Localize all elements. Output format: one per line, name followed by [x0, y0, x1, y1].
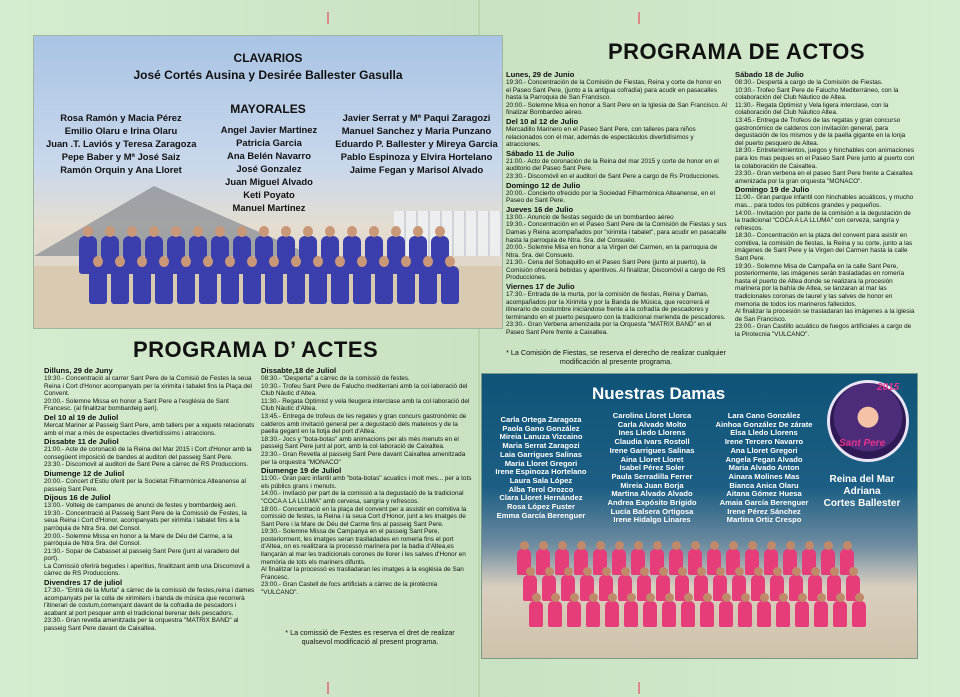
person-figure: [441, 266, 459, 304]
program-entry: 21:00.- Acte de coronació de la Reina del Mar 2015 i Cort d'Honor amb la consegüent imposició de bandes al auditori del passeig Sant Pere.: [44, 446, 252, 461]
girl-head: [545, 567, 554, 576]
person-figure: [265, 266, 283, 304]
girl-head: [551, 593, 560, 602]
program-entry: 23:30.- Gran verbena en el paseo Sant Pere frente a Caixaltea amenizada por la gran orquesta "MONACO".: [735, 170, 913, 185]
girl-figure: [738, 601, 752, 627]
girl-figure: [814, 601, 828, 627]
girl-figure: [548, 601, 562, 627]
girl-head: [710, 541, 719, 550]
damas-col2: [595, 412, 709, 525]
dama-name: Aitana Gómez Huesa: [726, 489, 802, 499]
person-figure: [353, 266, 371, 304]
program-entry: 11:00.- Gran parque infantil con hinchables acuáticos, y mucho mas... para todos los públicos grandes y pequeños.: [735, 194, 914, 209]
girl-head: [672, 541, 681, 550]
person-head: [237, 226, 247, 237]
girl-figure: [776, 601, 790, 627]
dama-name: Ainara Molines Mas: [728, 471, 800, 481]
person-head: [225, 256, 235, 267]
person-head: [181, 256, 191, 267]
programa-actos-heading: PROGRAMA DE ACTOS: [608, 39, 866, 64]
fold-mark: [327, 682, 329, 694]
girl-figure: [852, 601, 866, 627]
program-day: Jueves 16 de Julio: [506, 204, 574, 214]
fold-mark: [638, 682, 640, 694]
person-figure: [419, 266, 437, 304]
program-entry: 19:30.- Concentración en el Paseo Sant Pere de la Comisión de Fiestas y sus Damas y Reina acompañados por "xirimita i tabalet", para acudir en pasacalle hasta la parroquia de Ntra. Sra. del Consuelo.: [506, 221, 727, 244]
dama-name: Irene Hidalgo Linares: [613, 515, 691, 525]
girl-head: [760, 593, 769, 602]
dama-name: Alba Terol Orozco: [508, 484, 574, 494]
mayoral-name: Ramón Orquin y Ana Lloret: [60, 164, 182, 175]
girl-head: [773, 567, 782, 576]
program-day: Sábado 11 de Julio: [506, 148, 575, 158]
fold-mark: [327, 12, 329, 24]
girl-head: [684, 593, 693, 602]
girl-figure: [681, 601, 695, 627]
girl-head: [665, 593, 674, 602]
girl-head: [805, 541, 814, 550]
program-entry: 13:45.- Entrega de Trofeos de las regatas y gran concurso gastronómico de calderos con invitación general, para degustación de los mismos y de la paella gigante en la lonja del puerto pesquero de Altea.: [735, 116, 906, 147]
dama-name: Ainhoa González De zárate: [715, 419, 813, 429]
person-figure: [243, 266, 261, 304]
girl-head: [741, 593, 750, 602]
program-entry: 10:30.- Trofeu Sant Pere de Falucho mediterrani amb la col·laboració del Club Nàutic d'Altea.: [261, 382, 468, 398]
girl-figure: [529, 601, 543, 627]
person-figure: [331, 266, 349, 304]
mayoral-name: Jaime Fegan y Marisol Alvado: [349, 164, 484, 175]
damas-col3: [707, 412, 821, 525]
program-entry: Al finalizar la procesión se trasladaran las imágenes a la iglesia de San Francisco.: [735, 308, 915, 323]
dama-name: Carla Alvado Molto: [617, 419, 687, 429]
person-head: [313, 256, 323, 267]
dama-name: Lucía Balsera Ortigosa: [610, 506, 694, 516]
person-figure: [155, 266, 173, 304]
note-valencia: * La comissió de Festes es reserva el dret de realizar qualsevol modificació al present programa.: [285, 628, 455, 646]
dama-name: Maria Serrat Zaragozi: [502, 441, 580, 451]
program-entry: 08:30.- Despertá a cargo de la Comisión de Fiestas.: [735, 79, 883, 86]
mayorales-right: [334, 111, 499, 176]
reina-line: Reina del Mar: [829, 474, 895, 485]
program-entry: 23:30.- Gran Verbena amenizada por la Orquesta "MATRIX BAND" en el Paseo Sant Pere frente a Caixaltea.: [506, 321, 712, 337]
person-head: [357, 256, 367, 267]
program-entry: 19:30.- Concentració al Passeig Sant Pere de la Comissió de Festes, la seua Reina i Cort d'Honor, acompanyats per xirimita i tabalet fins a la parròquia de Ntra Sra. del Consol.: [44, 509, 247, 532]
person-head: [423, 256, 433, 267]
person-head: [203, 256, 213, 267]
person-figure: [375, 266, 393, 304]
girl-head: [691, 541, 700, 550]
person-head: [269, 256, 279, 267]
person-figure: [309, 266, 327, 304]
dama-name: Irene Tercero Navarro: [724, 437, 804, 447]
program-entry: 18:30.- Jocs y "bota-botas" amb animacions per als més menuts en el passeig Sant Pere junt al port, amb la col·laboració de Caixaltea.: [261, 435, 459, 451]
person-figure: [397, 266, 415, 304]
badge-label: Sant Pere: [839, 438, 886, 449]
programa-castellano-col1: [506, 70, 728, 337]
person-head: [303, 226, 313, 237]
girl-head: [748, 541, 757, 550]
girl-head: [843, 541, 852, 550]
person-figure: [287, 266, 305, 304]
person-head: [281, 226, 291, 237]
program-entry: 19:30.- Concentración de la Comisión de Fiestas, Reina y corte de honor en el Paseo Sant Pere, (junto a la antigua cofradía) para acudir en pasacalles hasta la Parroquia de San Francisco.: [506, 79, 722, 102]
girl-head: [653, 541, 662, 550]
person-head: [347, 226, 357, 237]
program-entry: 23:30.- Gran Revetla al passeig Sant Pere davant Caixaltea amenitzada per la orquestra "MONACO": [261, 450, 466, 466]
person-head: [325, 226, 335, 237]
mayoral-name: Manuel Sanchez y Maria Punzano: [341, 125, 492, 136]
person-figure: [221, 266, 239, 304]
program-entry: 11:00.- Gran parc infantil amb "bota-botas" acuatics i molt mes... per a tots els públics grans i menuts.: [261, 475, 472, 490]
reina-line: Adriana: [843, 486, 881, 497]
dama-name: Irene Pérez Sánchez: [727, 506, 801, 516]
dama-name: Lara Cano González: [727, 411, 801, 420]
girl-figure: [586, 601, 600, 627]
mayoral-name: Angel Javier Martinez: [220, 124, 318, 135]
person-head: [401, 256, 411, 267]
girl-head: [703, 593, 712, 602]
mayorales-center: [219, 123, 319, 214]
program-day: Domingo 12 de Julio: [506, 180, 581, 190]
reina-line: Cortes Ballester: [823, 498, 901, 509]
person-head: [105, 226, 115, 237]
girl-figure: [719, 601, 733, 627]
person-head: [171, 226, 181, 237]
program-entry: 20:00.- Concierto ofrecido por la Sociedad Filharmónica Alteanense, en el Paseo de Sant Pere.: [506, 189, 715, 205]
dama-name: Angela Fegan Alvado: [725, 454, 803, 464]
program-entry: 13:45.- Entrega de trofeus de les regates y gran concurs gastronòmic de calderos amb invitació general per a degustació dels mateixos y de la paella gegant en la llotja del port d'Altea.: [261, 412, 467, 436]
mayoral-name: Eduardo P. Ballester y Mireya Garcia: [335, 138, 498, 149]
program-entry: 21:00.- Acto de coronación de la Reina del mar 2015 y corte de honor en el auditorio del Paseo Sant Pere.: [506, 157, 719, 173]
girl-figure: [700, 601, 714, 627]
dama-name: Mireia Lanuza Vizcaino: [499, 432, 583, 442]
dama-name: Martina Alvado Alvado: [611, 489, 693, 499]
program-day: Viernes 17 de Julio: [506, 282, 575, 292]
person-figure: [133, 266, 151, 304]
mayoral-name: Juan Miguel Alvado: [225, 176, 313, 187]
mayoral-name: Manuel Martinez: [232, 202, 306, 213]
girl-figure: [624, 601, 638, 627]
girl-head: [589, 593, 598, 602]
program-day: Del 10 al 12 de Julio: [506, 116, 579, 126]
commission-photo: [33, 35, 503, 329]
girl-head: [779, 593, 788, 602]
damas-title: Nuestras Damas: [592, 384, 726, 403]
girl-head: [621, 567, 630, 576]
girl-head: [716, 567, 725, 576]
girl-head: [640, 567, 649, 576]
program-entry: 20:00.- Solemne Missa en honor a la Mare de Déu del Carme, a la parròquia de Ntra Sra. del Consol.: [44, 532, 233, 548]
girl-head: [646, 593, 655, 602]
person-head: [259, 226, 269, 237]
program-entry: Mercadillo Marinero en el Paseo Sant Pere, con talleres para niños relacionados con el mar, además de espectáculos divertidísimos y atracciones.: [506, 125, 696, 149]
program-entry: 17:30.- Entrada de la murta, por la comisión de fiestas, Reina y Damas, acompañados por la Xirimita y por la Banda de Música, que recorrerá el itinerario de costumbre iniciándose frente a la cofradía de pescadores y terminando en el puerto pesquero con la tradicional merienda de pescadores.: [506, 291, 726, 321]
person-head: [445, 256, 455, 267]
dama-name: Maria Lloret Gregori: [504, 458, 578, 468]
program-day: Diumenge 19 de Juliol: [261, 466, 342, 476]
girl-head: [602, 567, 611, 576]
dama-name: Ana Lloret Gregori: [730, 445, 798, 455]
dama-name: Amaia García Berenguer: [719, 498, 809, 508]
person-head: [247, 256, 257, 267]
person-head: [369, 226, 379, 237]
person-figure: [177, 266, 195, 304]
mayorales-heading: MAYORALES: [230, 102, 306, 116]
program-entry: 13:00.- Volteig de campanes de anunci de festes y bombardeig aeri.: [44, 502, 237, 510]
girl-head: [596, 541, 605, 550]
program-entry: 14:00.- Invitació per part de la comissió a la degustació de la tradicional "COCA A LA LLUMA" amb cervesa, sangria y refrescos.: [261, 490, 464, 505]
program-day: Divendres 17 de juliol: [44, 578, 123, 588]
person-figure: [89, 266, 107, 304]
girl-head: [767, 541, 776, 550]
dama-name: Irene Espinoza Hortelano: [495, 467, 587, 477]
dama-name: Aina Lloret Lloret: [620, 454, 684, 464]
program-entry: 20:00.- Solemne Missa en honor a Sant Pere a l'església de Sant Francesc. (al finalitzar bombardeig aeri).: [44, 397, 229, 413]
girl-head: [798, 593, 807, 602]
program-entry: 19:30.- Solemne Misa de Campaña en la calle Sant Pere, posteriormente, las imágenes serán trasladadas en romería hasta el puerto de Altea donde se realizara la procesión marinera por la bahía de Altea, se lanzaran al mar las tradicionales coronas de laurel y las salves de honor en memoria de todos los marineros fallecidos.: [735, 262, 905, 308]
program-entry: 19:30.- Solemne Missa de Campanya en el passeig Sant Pere, posteriorment, les imatges seran traslladades en romeria fins el port d'Altea, on es realitzara la processó marinera per la badia d'Altea,es llançaràn al mar les tradicionals corones de llorer i les salves d'Honor en memòria de tots els mariners difunts.: [261, 528, 466, 566]
program-day: Del 10 al 19 de Juliol: [44, 412, 119, 422]
badge-year: 2015: [877, 382, 900, 393]
commission-group: [79, 236, 459, 306]
girl-head: [539, 541, 548, 550]
dama-name: Martina Ortiz Crespo: [726, 515, 802, 525]
program-day: Dissabte,18 de Juliol: [261, 366, 337, 375]
dama-name: Carolina Lloret Llorca: [612, 411, 692, 420]
mayoral-name: Patricia Garcia: [236, 137, 302, 148]
person-head: [435, 226, 445, 237]
girl-head: [786, 541, 795, 550]
girl-head: [824, 541, 833, 550]
mayoral-name: Emilio Olaru e Irina Olaru: [64, 125, 178, 136]
program-entry: 19:30.- Concentració al carrer Sant Pere de la Comisió de Festes la seua Reina i Cort d'Honor acompanyats per la xirimita i tabalet fins la Plaça del Convent.: [44, 375, 252, 398]
mayoral-name: Pablo Espinoza y Elvira Hortelano: [340, 151, 493, 162]
program-entry: 18:30.- Concentración en la plaza del convent para asistir en comitiva, la comisión de fiestas, la Reina y su corte, junto a las imágenes de Sant Pere y la Virgen del Carmen hasta la calle Sant Pere.: [735, 232, 913, 263]
mayoral-name: Pepe Baber y Mª José Saiz: [61, 151, 181, 162]
girl-head: [735, 567, 744, 576]
program-day: Lunes, 29 de Junio: [506, 70, 575, 79]
program-entry: 08:30.- "Desperta" a càrrec de la comissió de festes.: [261, 375, 410, 382]
reina-del-mar: [812, 474, 912, 510]
program-entry: 21:30.- Cena del Sobaquillo en el Paseo Sant Pere (junto al puerto), la Comisión ofrecerá bebidas y aperitivos. Al finalizar, Discomóvil a cargo de RS Producciones.: [506, 259, 726, 282]
program-entry: 20:00.- Concert d'Estiu oferit per la Societat Filharmònica Alteanense al passeig Sant Pere.: [44, 477, 246, 493]
girl-figure: [662, 601, 676, 627]
girl-head: [811, 567, 820, 576]
girl-figure: [605, 601, 619, 627]
person-head: [291, 256, 301, 267]
person-head: [379, 256, 389, 267]
damas-group: [517, 549, 877, 649]
girl-head: [634, 541, 643, 550]
girl-head: [627, 593, 636, 602]
programa-actes-heading: PROGRAMA D’ ACTES: [133, 337, 379, 362]
dama-name: Andrea Expósito Brígido: [607, 498, 697, 508]
person-head: [127, 226, 137, 237]
program-entry: 18:30.- Entretenimientos, juegos y hinchables con animaciones para los mas peques en el Paseo Sant Pere junto al puerto con la colaboración de Caixaltea.: [735, 147, 915, 170]
dama-name: Laia Garrigues Salinas: [500, 449, 582, 459]
mayoral-name: Rosa Ramón y Macia Pérez: [60, 112, 182, 123]
dama-name: Irene Garrigues Salinas: [609, 445, 695, 455]
program-entry: Al finalitzar la processó es traslladaran les imatges a la església de San Francesc.: [261, 566, 464, 581]
girl-head: [729, 541, 738, 550]
girl-head: [817, 593, 826, 602]
girl-head: [792, 567, 801, 576]
dama-name: Maria Alvado Anton: [728, 463, 800, 473]
programa-castellano-col2: [735, 70, 915, 339]
dama-name: Emma García Berenguer: [496, 510, 586, 520]
program-entry: 23:00.- Gran Castell de focs artificials a càrrec de la pirotècnia "VULCANO".: [261, 581, 438, 597]
program-entry: 21:30.- Sopar de Cabasset al passeig Sant Pere (junt al varadero del port).: [44, 547, 240, 563]
person-head: [93, 256, 103, 267]
girl-figure: [795, 601, 809, 627]
damas-photo: [481, 373, 918, 659]
girl-head: [697, 567, 706, 576]
person-head: [149, 226, 159, 237]
mayoral-name: Keti Poyato: [243, 189, 295, 200]
program-entry: 10:30.- Trofeo Sant Pere de Falucho Mediterráneo, con la colaboración del Club Náutico de Altea.: [735, 86, 899, 102]
program-day: Dijous 16 de Juliol: [44, 493, 111, 503]
program-day: Dissabte 11 de Juliol: [44, 437, 119, 447]
program-entry: 20:00.- Solemne Misa en honor a Sant Pere en la Iglesia de San Francisco. Al finalizar Bombardeo aéreo.: [506, 101, 727, 117]
dama-name: Mireia Juan Borja: [620, 480, 684, 490]
damas-col1: [487, 416, 595, 520]
person-head: [413, 226, 423, 237]
program-day: Sábado 18 de Julio: [735, 70, 804, 79]
programa-valencia-col1: [44, 366, 256, 633]
person-head: [193, 226, 203, 237]
person-head: [137, 256, 147, 267]
mayoral-name: José Gonzalez: [236, 163, 302, 174]
mayorales-left: [46, 111, 196, 176]
mayoral-name: Javier Serrat y Mª Paqui Zaragozi: [342, 112, 491, 123]
program-entry: 23:30.- Gran revetla amenitzada per la orquestra "MATRIX BAND" al passeig Sant Pere davant de Caixaltea.: [44, 617, 239, 633]
clavarios-names: José Cortés Ausina y Desirée Ballester Gasulla: [133, 68, 403, 82]
program-entry: 17:30.- "Entrà de la Murta" a càrrec de la comissió de festes,reina i dames acompanyats per la colla de xirimiters i banda de música que recorrerà l'itinerari de costum,començant davant de la cofradia de pescadors i acabant al port pesquer amb el tradicional berenar dels pescadors.: [44, 587, 255, 617]
dama-name: Bianca Anica Olaru: [729, 480, 799, 490]
dama-name: Rosa López Fuster: [507, 502, 575, 512]
girl-figure: [567, 601, 581, 627]
dama-name: Elsa Lledo Llorens: [730, 428, 798, 438]
program-day: Dilluns, 29 de Juny: [44, 366, 113, 375]
program-day: Diumenge 12 de Juliol: [44, 468, 125, 478]
mayoral-name: Ana Belén Navarro: [227, 150, 311, 161]
girl-head: [678, 567, 687, 576]
dama-name: Ines Lledo Llorens: [618, 428, 686, 438]
program-entry: 23:30.- Discomóvil en el auditori de Sant Pere a cargo de Rs Producciones.: [506, 172, 720, 180]
girl-figure: [757, 601, 771, 627]
girl-head: [836, 593, 845, 602]
girl-head: [608, 593, 617, 602]
programa-valencia-col2: [261, 366, 473, 597]
program-entry: 14:00.- Invitación por parte de la comisión a la degustación de la tradicional "COCA A LA LLUMA" con cerveza, sangría y refrescos.: [735, 209, 911, 232]
fold-mark: [638, 12, 640, 24]
dama-name: Paula Serradilla Ferrer: [611, 471, 693, 481]
girl-head: [526, 567, 535, 576]
dama-name: Paola Gano González: [502, 423, 580, 433]
girl-head: [722, 593, 731, 602]
girl-head: [830, 567, 839, 576]
dama-name: Clara Lloret Hernández: [499, 493, 583, 503]
person-head: [159, 256, 169, 267]
girl-head: [659, 567, 668, 576]
girl-head: [564, 567, 573, 576]
girl-head: [520, 541, 529, 550]
program-day: Domingo 19 de Julio: [735, 185, 810, 195]
program-entry: 13:00.- Anuncio de fiestas seguido de un bombardeo aéreo: [506, 213, 674, 221]
program-entry: 23:00.- Gran Castillo acuático de fuegos artificiales a cargo de la Pirotecnia "VULCANO".: [735, 323, 912, 338]
person-head: [391, 226, 401, 237]
dama-name: Laura Sala López: [509, 475, 573, 485]
girl-head: [558, 541, 567, 550]
girl-head: [849, 567, 858, 576]
mayoral-name: Juan .T. Laviós y Teresa Zaragoza: [46, 138, 197, 149]
program-entry: 23:30.- Discomovil al auditori de Sant Pere a càrrec de RS Produccions.: [44, 461, 249, 469]
person-head: [115, 256, 125, 267]
girl-head: [583, 567, 592, 576]
girl-figure: [643, 601, 657, 627]
girl-head: [615, 541, 624, 550]
program-entry: 20:00.- Solemne Misa en honor a la Virgen del Carmen, en la parroquia de Ntra. Sra. del Consuelo.: [506, 244, 718, 259]
girl-head: [855, 593, 864, 602]
person-figure: [199, 266, 217, 304]
program-entry: 11:30.- Regata Optimist y Vela ligera interclase, con la colaboración del Club Náutico Altea.: [735, 101, 889, 117]
dama-name: Isabel Pérez Soler: [619, 463, 685, 473]
girl-figure: [833, 601, 847, 627]
person-head: [335, 256, 345, 267]
girl-head: [570, 593, 579, 602]
program-entry: 18:00.- Concentració en la plaça del convent per a assistir en comitiva la comissió de festes, la Reina i la seua Cort d'Honor, junt a les imatges de Sant Pere i la Mare de Déu del Carme fins al passeig Sant Pere.: [261, 505, 467, 528]
program-entry: 11:30.- Regata Optimist y vela lleugera interclase amb la col·laboració del Club Nàutic d'Altea.: [261, 397, 470, 413]
person-figure: [111, 266, 129, 304]
note-castellano: * La Comisión de Fiestas, se reserva el derecho de realizar cualquier modificación al presente programa.: [506, 348, 726, 366]
girl-head: [532, 593, 541, 602]
person-head: [83, 226, 93, 237]
program-entry: La Comissió oferirà begudes i aperitius, finalitzant amb una Discomovil a càrrec de RS Produccions.: [44, 562, 250, 578]
dama-name: Claudia Ivars Rostoll: [614, 437, 690, 447]
girl-head: [754, 567, 763, 576]
clavarios-heading: CLAVARIOS: [233, 51, 303, 65]
person-head: [215, 226, 225, 237]
program-entry: Mercat Mariner al Passeig Sant Pere, amb tallers per a xiquets relacionats amb el mar a més de espectacles divertidíssims i atraccions.: [44, 421, 255, 437]
girl-head: [577, 541, 586, 550]
dama-name: Carla Ortega Zaragoza: [500, 415, 582, 424]
